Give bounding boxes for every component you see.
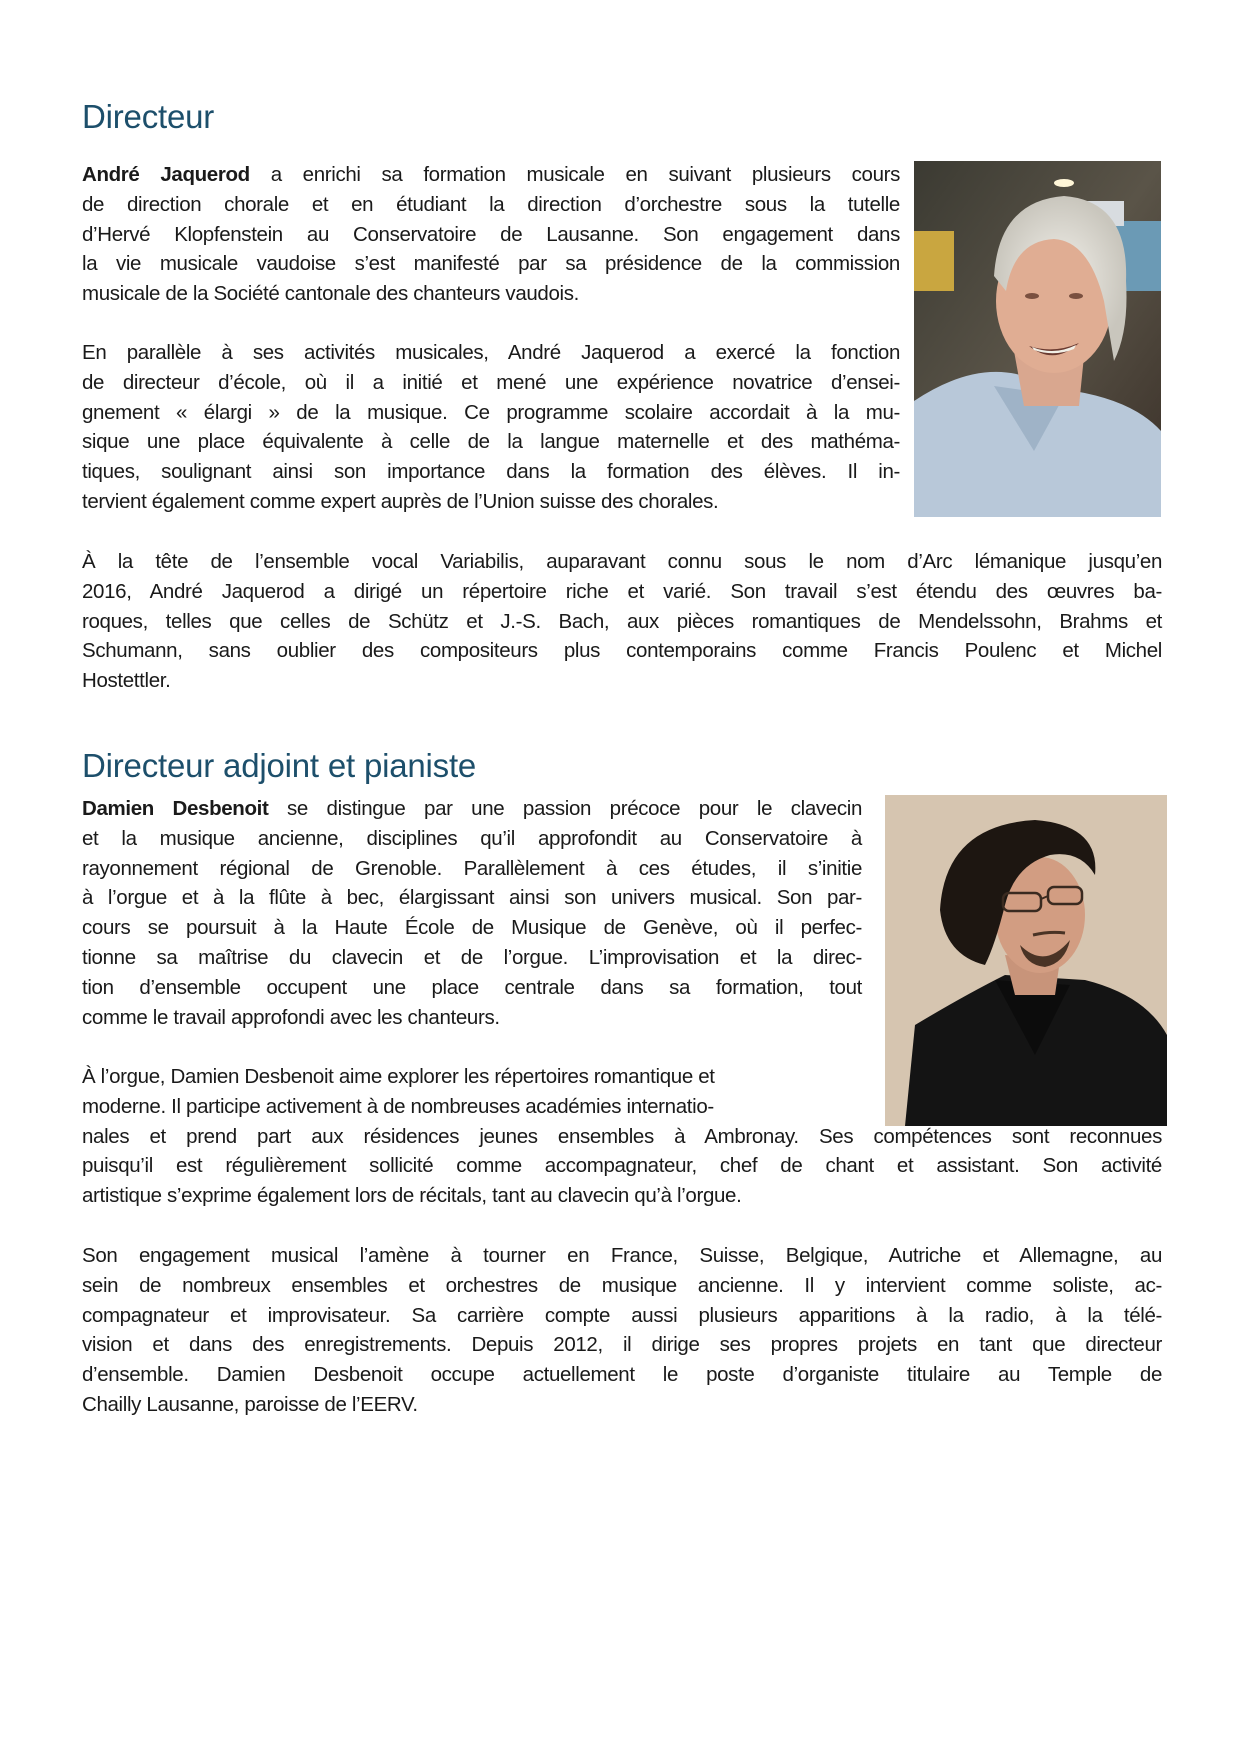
- text-line: En parallèle à ses activités musicales, André Jaquerod a exercé la fonction: [82, 341, 900, 364]
- text-fragment: se distingue par une passion précoce pour le clavecin: [268, 797, 862, 820]
- person-name: Damien Desbenoit: [82, 797, 269, 820]
- section-heading-directeur: Directeur: [82, 98, 215, 135]
- text-line: cours se poursuit à la Haute École de Musique de Genève, où il perfec-: [82, 916, 862, 940]
- text-line: gnement « élargi » de la musique. Ce programme scolaire accordait à la mu-: [82, 400, 900, 424]
- text-line: [82, 794, 862, 824]
- paragraph: [82, 547, 1162, 696]
- text-line: sique une place équivalente à celle de la langue maternelle et des mathéma-: [82, 430, 900, 454]
- text-line: À la tête de l’ensemble vocal Variabilis, auparavant connu sous le nom d’Arc lémanique jusqu’en: [82, 550, 1162, 573]
- section-heading-directeur-adjoint: Directeur adjoint et pianiste: [82, 747, 477, 784]
- text-line: musicale de la Société cantonale des chanteurs vaudois.: [82, 282, 579, 306]
- text-line: de direction chorale et en étudiant la direction d’orchestre sous la tutelle: [82, 192, 900, 216]
- paragraph: [82, 1062, 1162, 1211]
- text-line: rayonnement régional de Grenoble. Parallèlement à ces études, il s’initie: [82, 856, 862, 880]
- paragraph: [82, 160, 900, 309]
- text-line: puisqu’il est régulièrement sollicité comme accompagnateur, chef de chant et assistant. Son activité: [82, 1154, 1162, 1178]
- text-line: et la musique ancienne, disciplines qu’il approfondit au Conservatoire à: [82, 826, 862, 850]
- text-line: comme le travail approfondi avec les chanteurs.: [82, 1005, 500, 1029]
- text-line: tervient également comme expert auprès de l’Union suisse des chorales.: [82, 489, 719, 513]
- paragraph: [82, 338, 900, 517]
- text-line: artistique s’exprime également lors de récitals, tant au clavecin qu’à l’orgue.: [82, 1184, 742, 1208]
- text-line: Schumann, sans oublier des compositeurs plus contemporains comme Francis Poulenc et Michel: [82, 639, 1162, 663]
- text-line: nales et prend part aux résidences jeunes ensembles à Ambronay. Ses compétences sont reconnues: [82, 1124, 1162, 1148]
- text-fragment: a enrichi sa formation musicale en suivant plusieurs cours: [249, 163, 900, 186]
- text-line: Chailly Lausanne, paroisse de l’EERV.: [82, 1392, 418, 1416]
- portrait-photo-icon: [914, 161, 1161, 517]
- text-line: tionne sa maîtrise du clavecin et de l’orgue. L’improvisation et la direc-: [82, 945, 862, 969]
- text-line: [82, 160, 900, 190]
- text-line: la vie musicale vaudoise s’est manifesté par sa présidence de la commission: [82, 252, 900, 276]
- director-photo: [914, 161, 1161, 517]
- text-line: tion d’ensemble occupent une place centrale dans sa formation, tout: [82, 975, 862, 999]
- text-line: tiques, soulignant ainsi son importance dans la formation des élèves. Il in-: [82, 460, 900, 484]
- text-line: Hostettler.: [82, 669, 171, 693]
- text-line: d’Hervé Klopfenstein au Conservatoire de Lausanne. Son engagement dans: [82, 222, 900, 246]
- paragraph: [82, 1241, 1162, 1420]
- text-line: Son engagement musical l’amène à tourner en France, Suisse, Belgique, Autriche et Allemagne, au: [82, 1244, 1162, 1267]
- paragraph: [82, 794, 862, 1032]
- text-line: moderne. Il participe activement à de nombreuses académies internatio-: [82, 1094, 714, 1118]
- text-line: vision et dans des enregistrements. Depuis 2012, il dirige ses propres projets en tant que directeur: [82, 1333, 1162, 1357]
- text-line: à l’orgue et à la flûte à bec, élargissant ainsi son univers musical. Son par-: [82, 886, 862, 910]
- text-line: À l’orgue, Damien Desbenoit aime explorer les répertoires romantique et: [82, 1065, 715, 1088]
- text-line: compagnateur et improvisateur. Sa carrière compte aussi plusieurs apparitions à la radio, à la télé-: [82, 1303, 1162, 1327]
- text-line: roques, telles que celles de Schütz et J.-S. Bach, aux pièces romantiques de Mendelssohn, Brahms et: [82, 609, 1162, 633]
- text-line: 2016, André Jaquerod a dirigé un répertoire riche et varié. Son travail s’est étendu des œuvres ba-: [82, 579, 1162, 603]
- text-line: d’ensemble. Damien Desbenoit occupe actuellement le poste d’organiste titulaire au Temple de: [82, 1363, 1162, 1387]
- text-line: de directeur d’école, où il a initié et mené une expérience novatrice d’ensei-: [82, 370, 900, 394]
- person-name: André Jaquerod: [82, 163, 250, 186]
- text-line: sein de nombreux ensembles et orchestres de musique ancienne. Il y intervient comme soliste, ac-: [82, 1273, 1162, 1297]
